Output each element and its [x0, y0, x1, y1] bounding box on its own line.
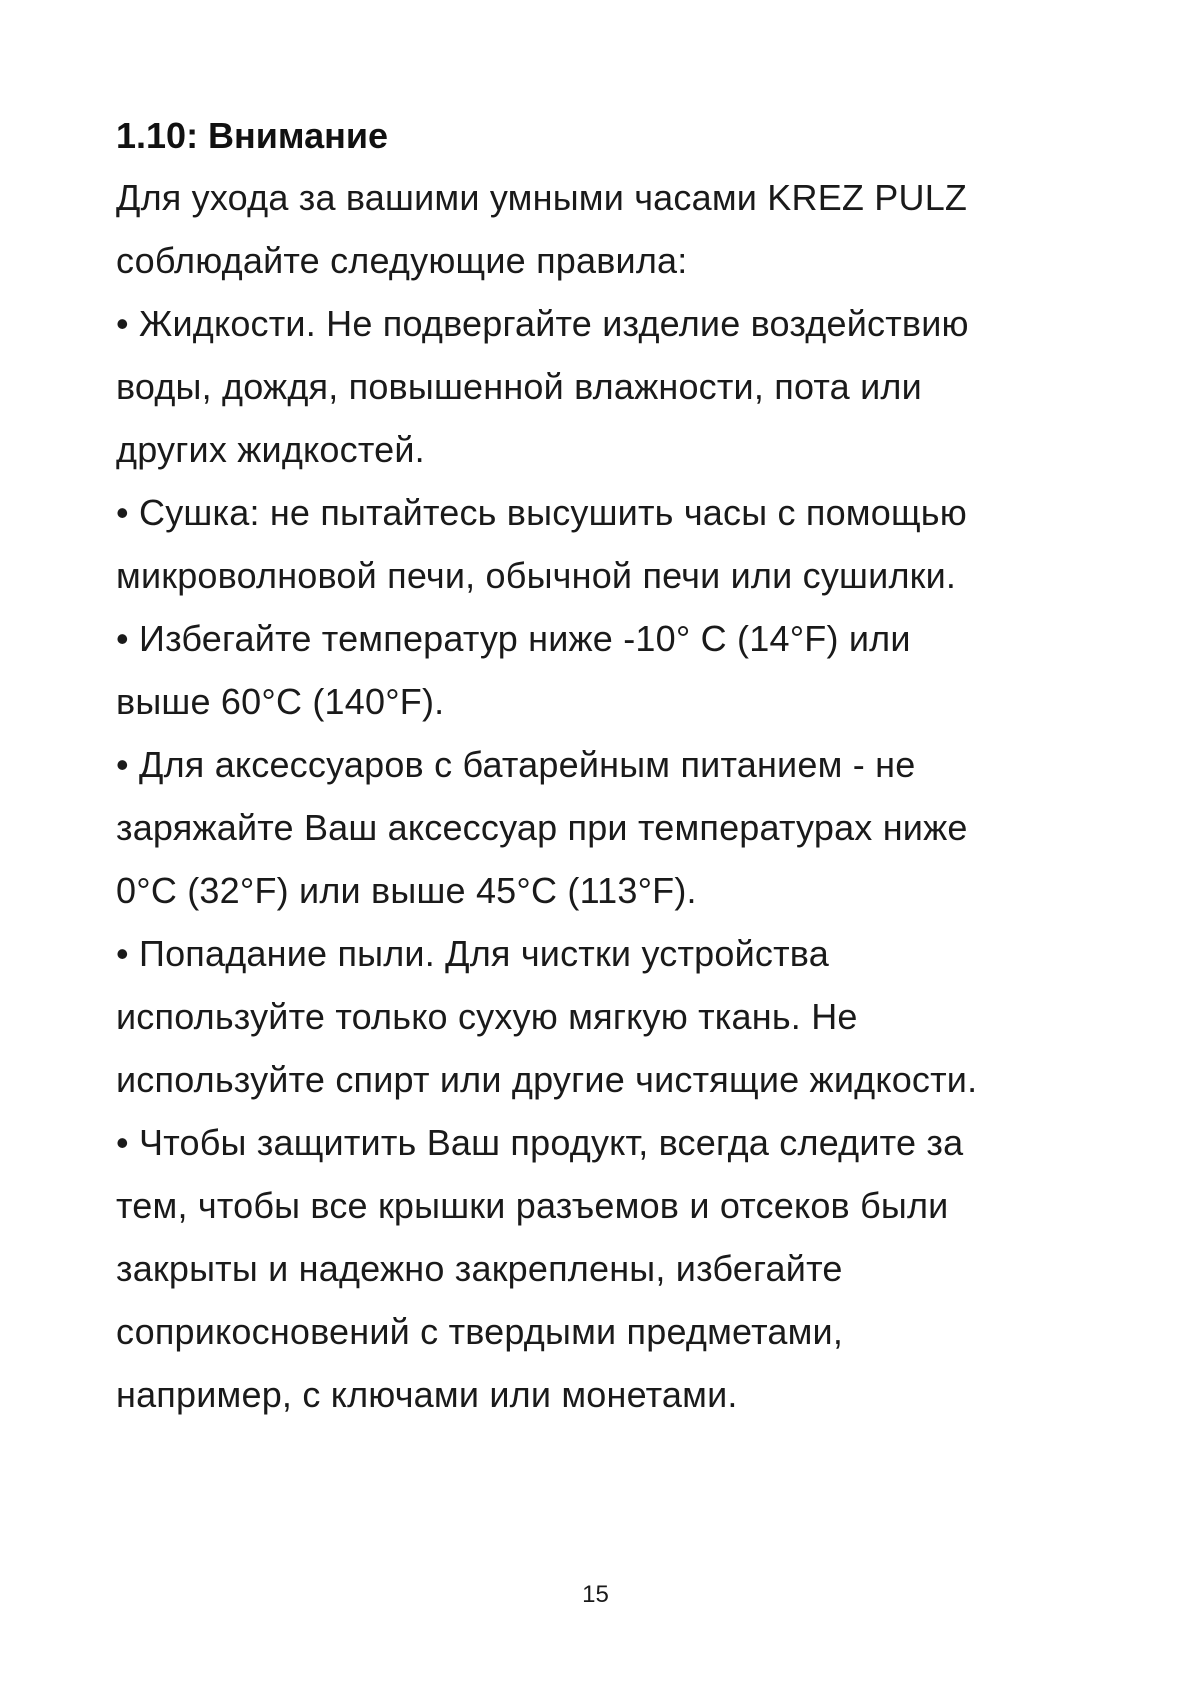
rule-line: • Чтобы защитить Ваш продукт, всегда следите за: [116, 1122, 964, 1163]
rule-line: микроволновой печи, обычной печи или сушилки.: [116, 555, 957, 596]
rule-dust: [116, 922, 1106, 1111]
rule-line: выше 60°С (140°F).: [116, 681, 445, 722]
rule-line: например, с ключами или монетами.: [116, 1374, 738, 1415]
rule-line: закрыты и надежно закреплены, избегайте: [116, 1248, 843, 1289]
rule-temperature: [116, 607, 1106, 733]
rule-liquids: [116, 292, 1106, 481]
rule-line: используйте только сухую мягкую ткань. Не: [116, 996, 858, 1037]
rule-protection: [116, 1111, 1106, 1426]
rule-drying: [116, 481, 1106, 607]
rule-line: воды, дождя, повышенной влажности, пота или: [116, 366, 922, 407]
rule-line: заряжайте Ваш аксессуар при температурах ниже: [116, 807, 968, 848]
rule-line: • Попадание пыли. Для чистки устройства: [116, 933, 829, 974]
rule-line: других жидкостей.: [116, 429, 425, 470]
rule-line: • Для аксессуаров с батарейным питанием - не: [116, 744, 916, 785]
section-heading: 1.10: Внимание: [116, 115, 389, 156]
page-number: 15: [582, 1581, 609, 1608]
intro-line: соблюдайте следующие правила:: [116, 240, 688, 281]
intro-line: Для ухода за вашими умными часами KREZ PULZ: [116, 177, 968, 218]
rule-line: используйте спирт или другие чистящие жидкости.: [116, 1059, 978, 1100]
rule-line: • Жидкости. Не подвергайте изделие воздействию: [116, 303, 969, 344]
rule-line: тем, чтобы все крышки разъемов и отсеков были: [116, 1185, 949, 1226]
rule-line: • Сушка: не пытайтесь высушить часы с помощью: [116, 492, 967, 533]
intro-paragraph: [116, 166, 1106, 292]
rule-line: 0°С (32°F) или выше 45°С (113°F).: [116, 870, 697, 911]
rule-line: • Избегайте температур ниже -10° С (14°F) или: [116, 618, 911, 659]
rule-line: соприкосновений с твердыми предметами,: [116, 1311, 844, 1352]
rule-charging: [116, 733, 1106, 922]
page-content: [116, 112, 1106, 1426]
